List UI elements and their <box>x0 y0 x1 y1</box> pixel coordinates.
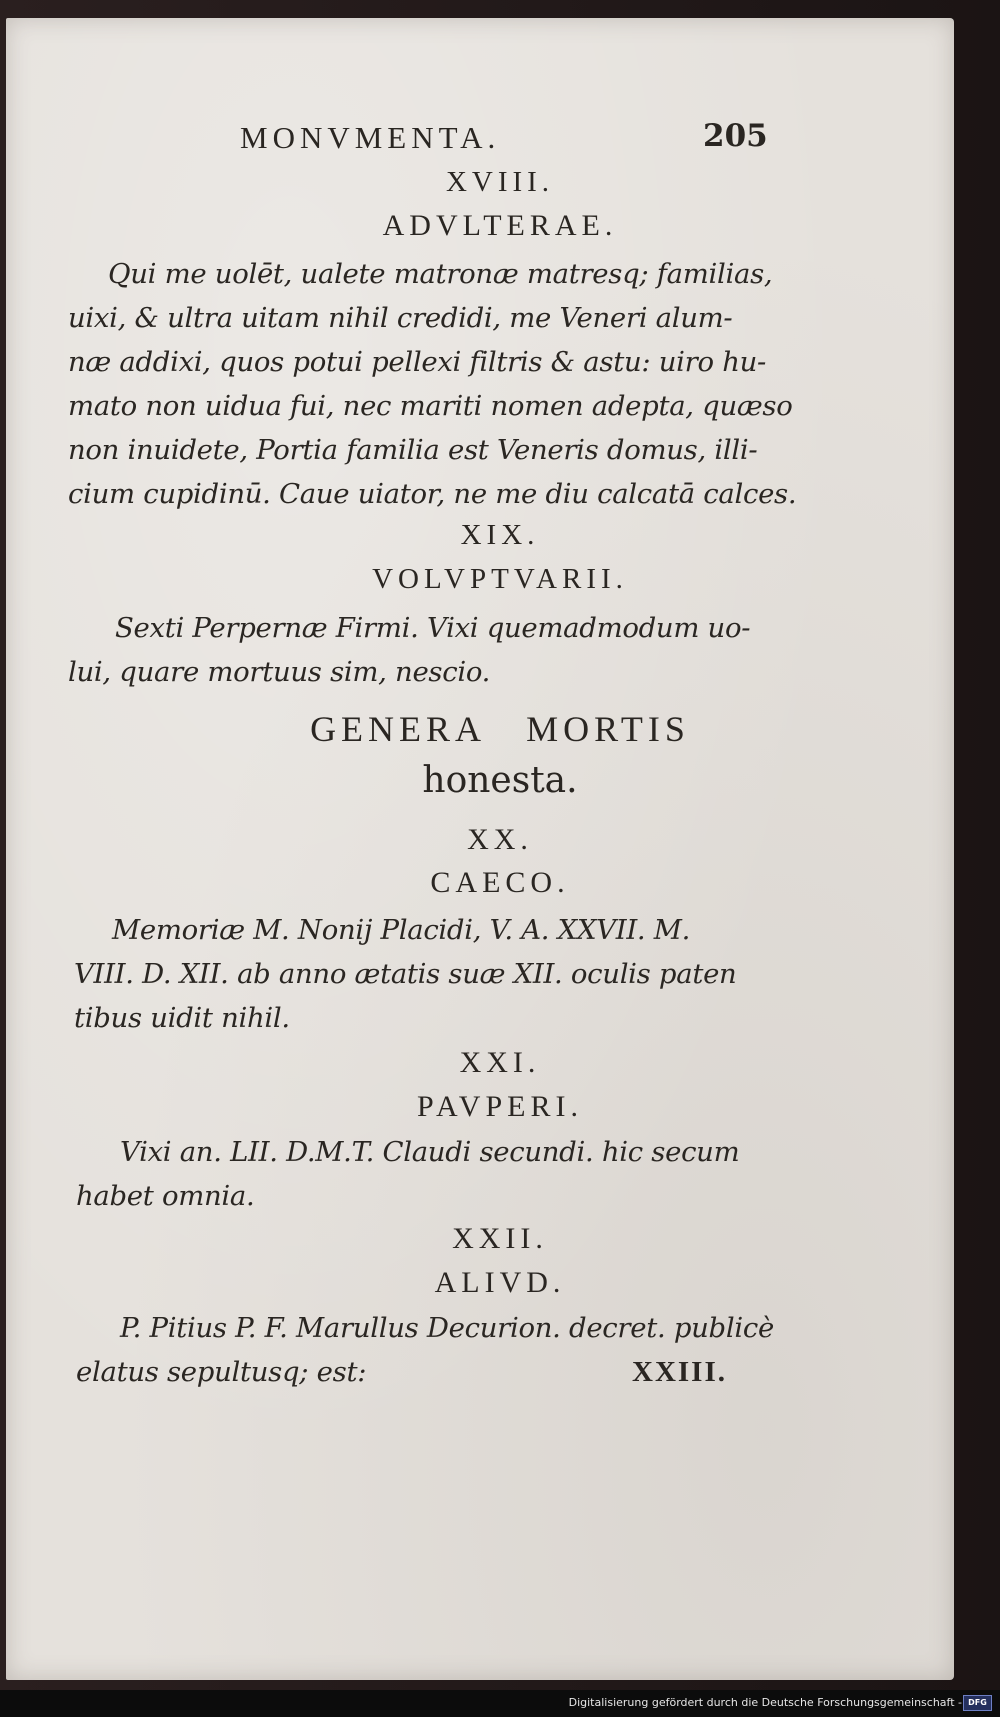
heading-line1: GENERA MORTIS <box>310 709 690 749</box>
text-line: lui, quare mortuus sim, nescio. <box>68 656 491 688</box>
section-title: PAVPERI. <box>417 1090 583 1123</box>
funding-credit: Digitalisierung gefördert durch die Deutsche Forschungsgemeinschaft - <box>568 1696 962 1709</box>
text-line: elatus sepultusq; est: <box>76 1356 367 1388</box>
text-line: P. Pitius P. F. Marullus Decurion. decret. publicè <box>120 1312 774 1344</box>
text-line: næ addixi, quos potui pellexi filtris & astu: uiro hu- <box>68 346 767 378</box>
footer-bar <box>0 1690 1000 1717</box>
text-line: habet omnia. <box>76 1180 255 1212</box>
text-line: Sexti Perpernæ Firmi. Vixi quemadmodum uo- <box>115 612 751 644</box>
running-head: MONVMENTA. <box>240 120 501 155</box>
dfg-logo-icon: DFG <box>963 1695 992 1711</box>
section-title: CAECO. <box>430 866 570 899</box>
section-numeral: XIX. <box>460 519 540 551</box>
section-title: ALIVD. <box>434 1266 566 1299</box>
text-line: Qui me uolēt, ualete matronæ matresq; familias, <box>108 258 773 290</box>
text-line: cium cupidinū. Caue uiator, ne me diu calcatā calces. <box>68 478 797 510</box>
text-line: Memoriæ M. Nonij Placidi, V. A. XXVII. M. <box>112 914 691 946</box>
text-line: Vixi an. LII. D.M.T. Claudi secundi. hic secum <box>120 1136 740 1168</box>
catchword: XXIII. <box>632 1356 727 1388</box>
section-numeral: XXII. <box>452 1222 548 1255</box>
section-numeral: XVIII. <box>445 166 555 198</box>
section-title: ADVLTERAE. <box>382 209 618 242</box>
section-title: VOLVPTVARII. <box>372 563 628 595</box>
text-line: non inuidete, Portia familia est Veneris domus, illi- <box>68 434 758 466</box>
text-line: tibus uidit nihil. <box>74 1002 290 1034</box>
section-numeral: XX. <box>467 823 533 856</box>
text-line: VIII. D. XII. ab anno ætatis suæ XII. oculis paten <box>74 958 737 990</box>
heading-line2: honesta. <box>422 760 578 801</box>
section-numeral: XXI. <box>459 1046 541 1079</box>
page-number: 205 <box>703 118 768 154</box>
text-line: uixi, & ultra uitam nihil credidi, me Veneri alum- <box>68 302 733 334</box>
text-line: mato non uidua fui, nec mariti nomen adepta, quæso <box>68 390 793 422</box>
